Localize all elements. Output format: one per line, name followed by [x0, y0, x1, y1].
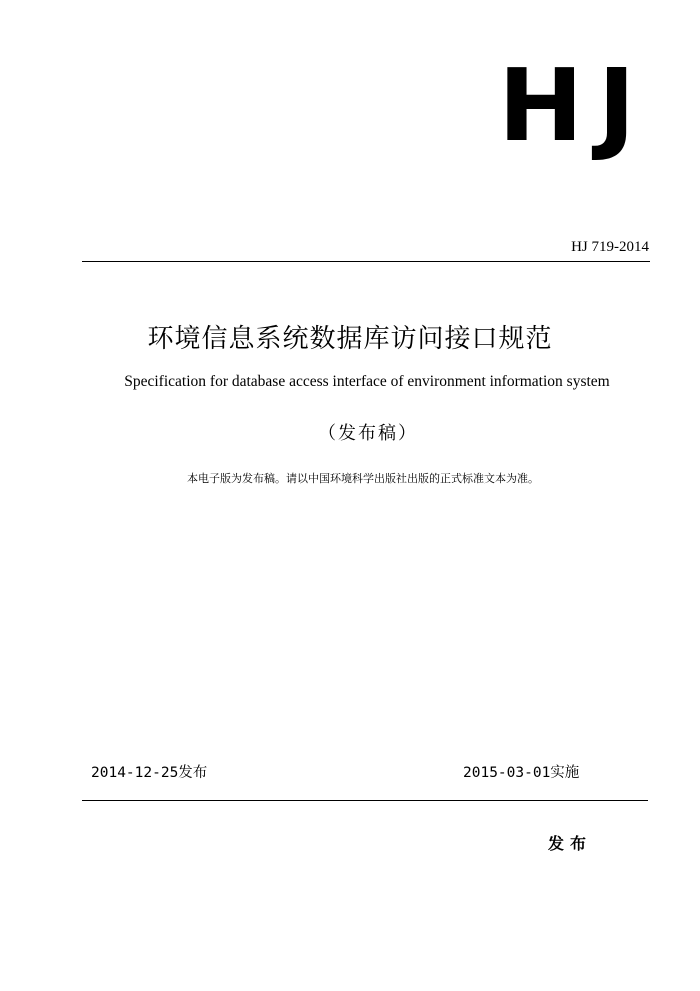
hj-logo: HJ [498, 47, 650, 164]
top-divider [82, 261, 650, 262]
issue-date: 2014-12-25发布 [91, 765, 208, 781]
draft-label: （发布稿） [318, 423, 418, 444]
bottom-divider [82, 800, 648, 801]
standard-number: HJ 719-2014 [571, 239, 649, 255]
title-chinese: 环境信息系统数据库访问接口规范 [147, 324, 553, 354]
implementation-date: 2015-03-01实施 [463, 765, 580, 781]
publisher-label: 发布 [548, 834, 593, 853]
title-english: Specification for database access interface of environment information system [124, 373, 610, 390]
edition-note: 本电子版为发布稿。请以中国环境科学出版社出版的正式标准文本为准。 [187, 472, 539, 485]
